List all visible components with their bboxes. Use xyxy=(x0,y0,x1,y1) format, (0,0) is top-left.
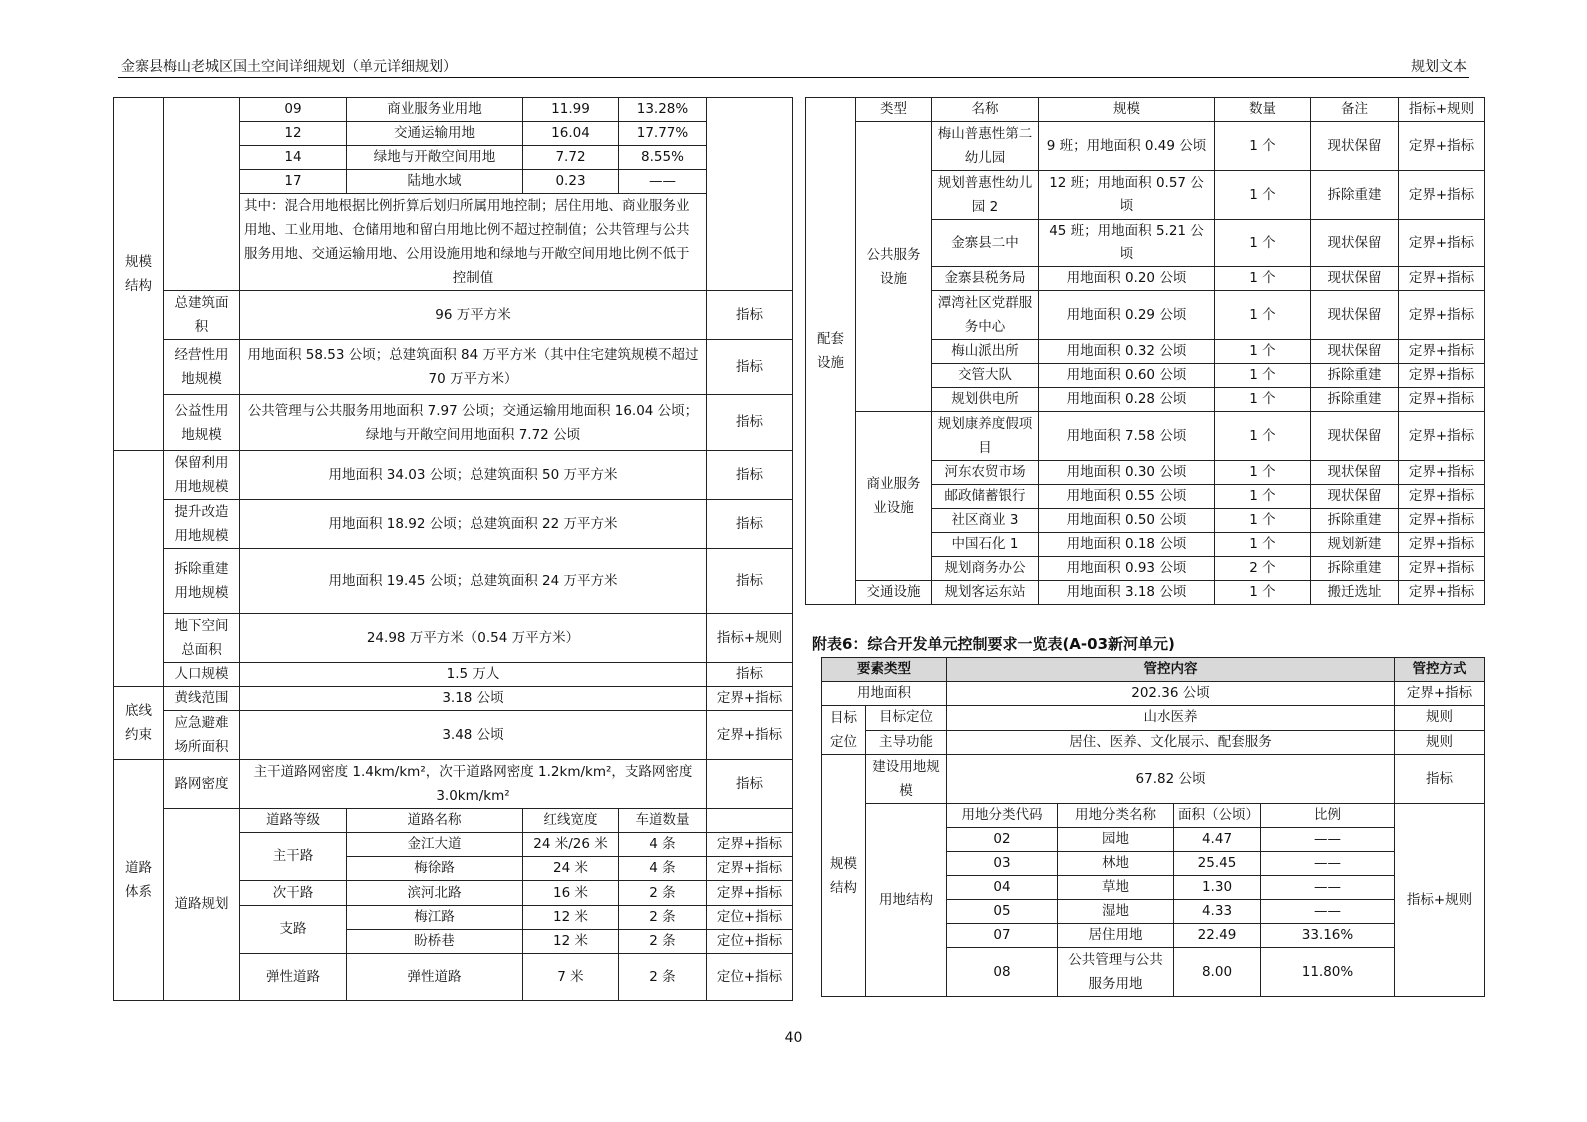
road-head-cell: 红线宽度 xyxy=(523,809,619,833)
road-name: 梅江路 xyxy=(347,906,523,930)
table-row xyxy=(114,663,793,687)
facility-name: 规划康养度假项目 xyxy=(932,412,1039,461)
road-width: 7 米 xyxy=(523,954,619,1001)
row-content: 居住、医养、文化展示、配套服务 xyxy=(947,730,1395,755)
land-name: 湿地 xyxy=(1058,900,1174,924)
land-name: 居住用地 xyxy=(1058,924,1174,948)
head-cell: 数量 xyxy=(1215,98,1311,122)
facility-note: 现状保留 xyxy=(1311,485,1399,509)
row-mode: 规则 xyxy=(1395,730,1485,755)
facility-mode: 定界+指标 xyxy=(1399,412,1485,461)
land-area: 4.47 xyxy=(1174,828,1261,852)
row-label: 保留利用用地规模 xyxy=(164,451,240,500)
land-name: 林地 xyxy=(1058,852,1174,876)
facility-name: 梅山派出所 xyxy=(932,340,1039,364)
row-content: 公共管理与公共服务用地面积 7.97 公顷；交通运输用地面积 16.04 公顷；绿地与开敞空间用地面积 7.72 公顷 xyxy=(240,395,707,451)
facility-scale: 9 班；用地面积 0.49 公顷 xyxy=(1039,122,1215,171)
struct-head-cell: 用地分类名称 xyxy=(1058,804,1174,828)
land-ratio: 13.28% xyxy=(619,98,707,122)
land-code: 02 xyxy=(947,828,1058,852)
facility-scale: 用地面积 0.18 公顷 xyxy=(1039,533,1215,557)
facility-name: 规划客运东站 xyxy=(932,581,1039,605)
facility-name: 河东农贸市场 xyxy=(932,461,1039,485)
land-ratio: 11.80% xyxy=(1261,948,1395,997)
land-structure-note: 其中：混合用地根据比例折算后划归所属用地控制；居住用地、商业服务业用地、工业用地、仓储用地和留白用地比例不超过控制值；公共管理与公共服务用地、交通运输用地、公用设施用地和绿地与开敞空间用地比例不低于控制值 xyxy=(240,194,707,291)
row-content: 用地面积 19.45 公顷；总建筑面积 24 万平方米 xyxy=(240,549,707,614)
struct-head-cell: 面积（公顷） xyxy=(1174,804,1261,828)
row-content: 3.18 公顷 xyxy=(240,687,707,711)
facility-mode: 定界+指标 xyxy=(1399,509,1485,533)
facility-count: 1 个 xyxy=(1215,412,1311,461)
row-content: 用地面积 34.03 公顷；总建筑面积 50 万平方米 xyxy=(240,451,707,500)
road-mode: 定位+指标 xyxy=(707,930,793,954)
table-row xyxy=(822,804,1485,828)
unit-control-requirements-table xyxy=(821,657,1485,997)
table-row xyxy=(114,340,793,395)
land-ratio: 8.55% xyxy=(619,146,707,170)
table-row xyxy=(114,98,793,122)
row-label: 人口规模 xyxy=(164,663,240,687)
facility-count: 1 个 xyxy=(1215,220,1311,267)
road-width: 12 米 xyxy=(523,930,619,954)
row-mode: 指标+规则 xyxy=(707,614,793,663)
table-row xyxy=(114,711,793,760)
land-ratio: —— xyxy=(1261,876,1395,900)
facility-name: 邮政储蓄银行 xyxy=(932,485,1039,509)
facility-note: 现状保留 xyxy=(1311,220,1399,267)
facility-mode: 定界+指标 xyxy=(1399,581,1485,605)
road-lanes: 2 条 xyxy=(619,954,707,1001)
table-row xyxy=(114,549,793,614)
table-row xyxy=(114,687,793,711)
land-code: 14 xyxy=(240,146,347,170)
row-mode: 指标 xyxy=(707,340,793,395)
facility-note: 现状保留 xyxy=(1311,412,1399,461)
land-name: 公共管理与公共服务用地 xyxy=(1058,948,1174,997)
road-name: 梅徐路 xyxy=(347,857,523,881)
road-plan-label: 道路规划 xyxy=(164,809,240,1001)
section-label-road-system: 道路 体系 xyxy=(114,760,164,1001)
document-header-section: 规划文本 xyxy=(1411,59,1467,75)
road-name: 弹性道路 xyxy=(347,954,523,1001)
facility-mode: 定界+指标 xyxy=(1399,122,1485,171)
road-name: 盼桥巷 xyxy=(347,930,523,954)
facility-name: 潭湾社区党群服务中心 xyxy=(932,291,1039,340)
road-width: 24 米 xyxy=(523,857,619,881)
section-label-bottom-line: 底线 约束 xyxy=(114,687,164,760)
facility-name: 梅山普惠性第二幼儿园 xyxy=(932,122,1039,171)
land-area: 4.33 xyxy=(1174,900,1261,924)
road-lanes: 2 条 xyxy=(619,881,707,906)
table-row xyxy=(822,755,1485,804)
head-cell: 规模 xyxy=(1039,98,1215,122)
road-head-cell: 车道数量 xyxy=(619,809,707,833)
facility-scale: 用地面积 0.60 公顷 xyxy=(1039,364,1215,388)
table-row xyxy=(114,809,793,833)
row-mode: 指标 xyxy=(707,395,793,451)
facility-name: 规划普惠性幼儿园 2 xyxy=(932,171,1039,220)
road-density-content: 主干道路网密度 1.4km/km²，次干道路网密度 1.2km/km²，支路网密度 3.0km/km² xyxy=(240,760,707,809)
road-name: 金江大道 xyxy=(347,833,523,857)
road-mode: 定位+指标 xyxy=(707,954,793,1001)
facility-scale: 用地面积 0.55 公顷 xyxy=(1039,485,1215,509)
struct-head-cell: 比例 xyxy=(1261,804,1395,828)
facility-count: 1 个 xyxy=(1215,581,1311,605)
land-area: 11.99 xyxy=(523,98,619,122)
facility-mode: 定界+指标 xyxy=(1399,267,1485,291)
head-cell: 管控方式 xyxy=(1395,658,1485,682)
facility-name: 规划商务办公 xyxy=(932,557,1039,581)
road-grade: 支路 xyxy=(240,906,347,954)
facility-mode: 定界+指标 xyxy=(1399,171,1485,220)
facility-name: 金寨县税务局 xyxy=(932,267,1039,291)
row-label: 路网密度 xyxy=(164,760,240,809)
facility-name: 中国石化 1 xyxy=(932,533,1039,557)
land-code: 12 xyxy=(240,122,347,146)
struct-head-cell: 用地分类代码 xyxy=(947,804,1058,828)
land-area: 16.04 xyxy=(523,122,619,146)
land-code: 03 xyxy=(947,852,1058,876)
land-ratio: —— xyxy=(1261,900,1395,924)
table-row xyxy=(806,122,1485,171)
table-row xyxy=(114,500,793,549)
row-label: 提升改造用地规模 xyxy=(164,500,240,549)
facility-mode: 定界+指标 xyxy=(1399,364,1485,388)
section-label-scale: 规模 结构 xyxy=(114,98,164,451)
facility-count: 1 个 xyxy=(1215,171,1311,220)
facility-note: 现状保留 xyxy=(1311,267,1399,291)
header-divider xyxy=(118,77,1469,78)
facility-count: 1 个 xyxy=(1215,267,1311,291)
row-label: 地下空间总面积 xyxy=(164,614,240,663)
table-row xyxy=(822,730,1485,755)
facility-scale: 用地面积 0.50 公顷 xyxy=(1039,509,1215,533)
facility-note: 现状保留 xyxy=(1311,291,1399,340)
road-grade: 弹性道路 xyxy=(240,954,347,1001)
row-label: 用地结构 xyxy=(866,804,947,997)
facility-scale: 用地面积 3.18 公顷 xyxy=(1039,581,1215,605)
facility-scale: 用地面积 0.93 公顷 xyxy=(1039,557,1215,581)
facility-mode: 定界+指标 xyxy=(1399,557,1485,581)
facility-note: 现状保留 xyxy=(1311,340,1399,364)
row-mode: 指标 xyxy=(707,500,793,549)
row-content: 202.36 公顷 xyxy=(947,682,1395,706)
table-row xyxy=(806,581,1485,605)
row-label: 经营性用地规模 xyxy=(164,340,240,395)
facility-count: 2 个 xyxy=(1215,557,1311,581)
supporting-facilities-table xyxy=(805,97,1485,605)
row-content: 24.98 万平方米（0.54 万平方米） xyxy=(240,614,707,663)
facility-scale: 用地面积 0.28 公顷 xyxy=(1039,388,1215,412)
facility-scale: 用地面积 0.29 公顷 xyxy=(1039,291,1215,340)
facility-mode: 定界+指标 xyxy=(1399,340,1485,364)
land-code: 09 xyxy=(240,98,347,122)
section-label-target: 目标 定位 xyxy=(822,706,866,755)
facility-count: 1 个 xyxy=(1215,461,1311,485)
page-number: 40 xyxy=(784,1030,803,1046)
land-ratio: 17.77% xyxy=(619,122,707,146)
head-cell: 名称 xyxy=(932,98,1039,122)
land-ratio: —— xyxy=(1261,852,1395,876)
table-row xyxy=(114,451,793,500)
facility-scale: 用地面积 0.30 公顷 xyxy=(1039,461,1215,485)
table-row xyxy=(114,395,793,451)
empty-cell xyxy=(707,809,793,833)
row-label: 用地面积 xyxy=(822,682,947,706)
road-lanes: 4 条 xyxy=(619,833,707,857)
land-ratio: —— xyxy=(1261,828,1395,852)
table-row xyxy=(822,682,1485,706)
facility-note: 拆除重建 xyxy=(1311,364,1399,388)
facility-mode: 定界+指标 xyxy=(1399,388,1485,412)
facility-name: 交管大队 xyxy=(932,364,1039,388)
row-label: 拆除重建用地规模 xyxy=(164,549,240,614)
land-ratio: 33.16% xyxy=(1261,924,1395,948)
land-name: 绿地与开敞空间用地 xyxy=(347,146,523,170)
land-name: 园地 xyxy=(1058,828,1174,852)
land-name: 交通运输用地 xyxy=(347,122,523,146)
head-cell: 备注 xyxy=(1311,98,1399,122)
table-row xyxy=(114,760,793,809)
row-content: 山水医养 xyxy=(947,706,1395,731)
row-mode: 指标+规则 xyxy=(1395,804,1485,997)
row-label: 公益性用地规模 xyxy=(164,395,240,451)
head-cell: 要素类型 xyxy=(822,658,947,682)
road-mode: 定位+指标 xyxy=(707,906,793,930)
road-head-cell: 道路名称 xyxy=(347,809,523,833)
facility-mode: 定界+指标 xyxy=(1399,461,1485,485)
facility-count: 1 个 xyxy=(1215,509,1311,533)
row-label: 应急避难场所面积 xyxy=(164,711,240,760)
row-label: 目标定位 xyxy=(866,706,947,731)
head-cell: 指标+规则 xyxy=(1399,98,1485,122)
section-label-facilities: 配套 设施 xyxy=(806,98,856,605)
facility-scale: 用地面积 0.20 公顷 xyxy=(1039,267,1215,291)
group-public-service: 公共服务 设施 xyxy=(856,122,932,412)
land-name: 商业服务业用地 xyxy=(347,98,523,122)
land-name: 草地 xyxy=(1058,876,1174,900)
row-mode: 指标 xyxy=(707,663,793,687)
empty-cell xyxy=(707,98,793,291)
row-content: 用地面积 58.53 公顷；总建筑面积 84 万平方米（其中住宅建筑规模不超过 70 万平方米） xyxy=(240,340,707,395)
road-name: 滨河北路 xyxy=(347,881,523,906)
road-grade: 主干路 xyxy=(240,833,347,881)
row-mode: 指标 xyxy=(707,291,793,340)
row-mode: 定界+指标 xyxy=(1395,682,1485,706)
road-head-cell: 道路等级 xyxy=(240,809,347,833)
row-label: 总建筑面积 xyxy=(164,291,240,340)
facility-count: 1 个 xyxy=(1215,291,1311,340)
facility-count: 1 个 xyxy=(1215,388,1311,412)
empty-cell xyxy=(164,98,240,291)
table-row xyxy=(806,412,1485,461)
facility-note: 现状保留 xyxy=(1311,461,1399,485)
row-content: 96 万平方米 xyxy=(240,291,707,340)
land-code: 07 xyxy=(947,924,1058,948)
facility-count: 1 个 xyxy=(1215,485,1311,509)
land-ratio: —— xyxy=(619,170,707,194)
row-mode: 指标 xyxy=(707,760,793,809)
table-header-row xyxy=(822,658,1485,682)
road-mode: 定界+指标 xyxy=(707,833,793,857)
group-transport: 交通设施 xyxy=(856,581,932,605)
land-area: 22.49 xyxy=(1174,924,1261,948)
facility-count: 1 个 xyxy=(1215,533,1311,557)
row-content: 1.5 万人 xyxy=(240,663,707,687)
land-code: 05 xyxy=(947,900,1058,924)
facility-scale: 用地面积 0.32 公顷 xyxy=(1039,340,1215,364)
head-cell: 管控内容 xyxy=(947,658,1395,682)
facility-note: 拆除重建 xyxy=(1311,509,1399,533)
head-cell: 类型 xyxy=(856,98,932,122)
facility-mode: 定界+指标 xyxy=(1399,220,1485,267)
land-area: 25.45 xyxy=(1174,852,1261,876)
land-code: 17 xyxy=(240,170,347,194)
road-lanes: 2 条 xyxy=(619,906,707,930)
land-name: 陆地水域 xyxy=(347,170,523,194)
facility-note: 拆除重建 xyxy=(1311,171,1399,220)
table-caption: 附表6：综合开发单元控制要求一览表(A-03新河单元) xyxy=(812,635,1175,653)
table-header-row xyxy=(806,98,1485,122)
land-area: 1.30 xyxy=(1174,876,1261,900)
road-lanes: 2 条 xyxy=(619,930,707,954)
land-area: 8.00 xyxy=(1174,948,1261,997)
land-area: 0.23 xyxy=(523,170,619,194)
road-lanes: 4 条 xyxy=(619,857,707,881)
row-content: 3.48 公顷 xyxy=(240,711,707,760)
table-row xyxy=(822,706,1485,731)
section-label-scale: 规模 结构 xyxy=(822,755,866,997)
facility-name: 规划供电所 xyxy=(932,388,1039,412)
row-content: 67.82 公顷 xyxy=(947,755,1395,804)
road-grade: 次干路 xyxy=(240,881,347,906)
facility-note: 拆除重建 xyxy=(1311,388,1399,412)
facility-count: 1 个 xyxy=(1215,122,1311,171)
facility-scale: 45 班；用地面积 5.21 公顷 xyxy=(1039,220,1215,267)
facility-mode: 定界+指标 xyxy=(1399,485,1485,509)
road-width: 24 米/26 米 xyxy=(523,833,619,857)
row-content: 用地面积 18.92 公顷；总建筑面积 22 万平方米 xyxy=(240,500,707,549)
land-area: 7.72 xyxy=(523,146,619,170)
document-header-title: 金寨县梅山老城区国土空间详细规划（单元详细规划） xyxy=(121,59,457,75)
facility-mode: 定界+指标 xyxy=(1399,291,1485,340)
land-code: 08 xyxy=(947,948,1058,997)
group-commercial-service: 商业服务 业设施 xyxy=(856,412,932,581)
facility-note: 拆除重建 xyxy=(1311,557,1399,581)
facility-scale: 用地面积 7.58 公顷 xyxy=(1039,412,1215,461)
facility-note: 规划新建 xyxy=(1311,533,1399,557)
table-row xyxy=(114,291,793,340)
row-mode: 定界+指标 xyxy=(707,711,793,760)
row-mode: 定界+指标 xyxy=(707,687,793,711)
facility-count: 1 个 xyxy=(1215,340,1311,364)
facility-note: 搬迁选址 xyxy=(1311,581,1399,605)
road-width: 12 米 xyxy=(523,906,619,930)
facility-count: 1 个 xyxy=(1215,364,1311,388)
row-mode: 规则 xyxy=(1395,706,1485,731)
row-mode: 指标 xyxy=(707,549,793,614)
table-row xyxy=(114,614,793,663)
row-mode: 指标 xyxy=(1395,755,1485,804)
row-label: 建设用地规模 xyxy=(866,755,947,804)
road-mode: 定界+指标 xyxy=(707,857,793,881)
facility-scale: 12 班；用地面积 0.57 公顷 xyxy=(1039,171,1215,220)
empty-cell xyxy=(114,451,164,687)
facility-note: 现状保留 xyxy=(1311,122,1399,171)
row-mode: 指标 xyxy=(707,451,793,500)
facility-mode: 定界+指标 xyxy=(1399,533,1485,557)
row-label: 主导功能 xyxy=(866,730,947,755)
unit-control-table-continued xyxy=(113,97,793,1001)
road-mode: 定界+指标 xyxy=(707,881,793,906)
land-code: 04 xyxy=(947,876,1058,900)
facility-name: 社区商业 3 xyxy=(932,509,1039,533)
road-width: 16 米 xyxy=(523,881,619,906)
row-label: 黄线范围 xyxy=(164,687,240,711)
facility-name: 金寨县二中 xyxy=(932,220,1039,267)
